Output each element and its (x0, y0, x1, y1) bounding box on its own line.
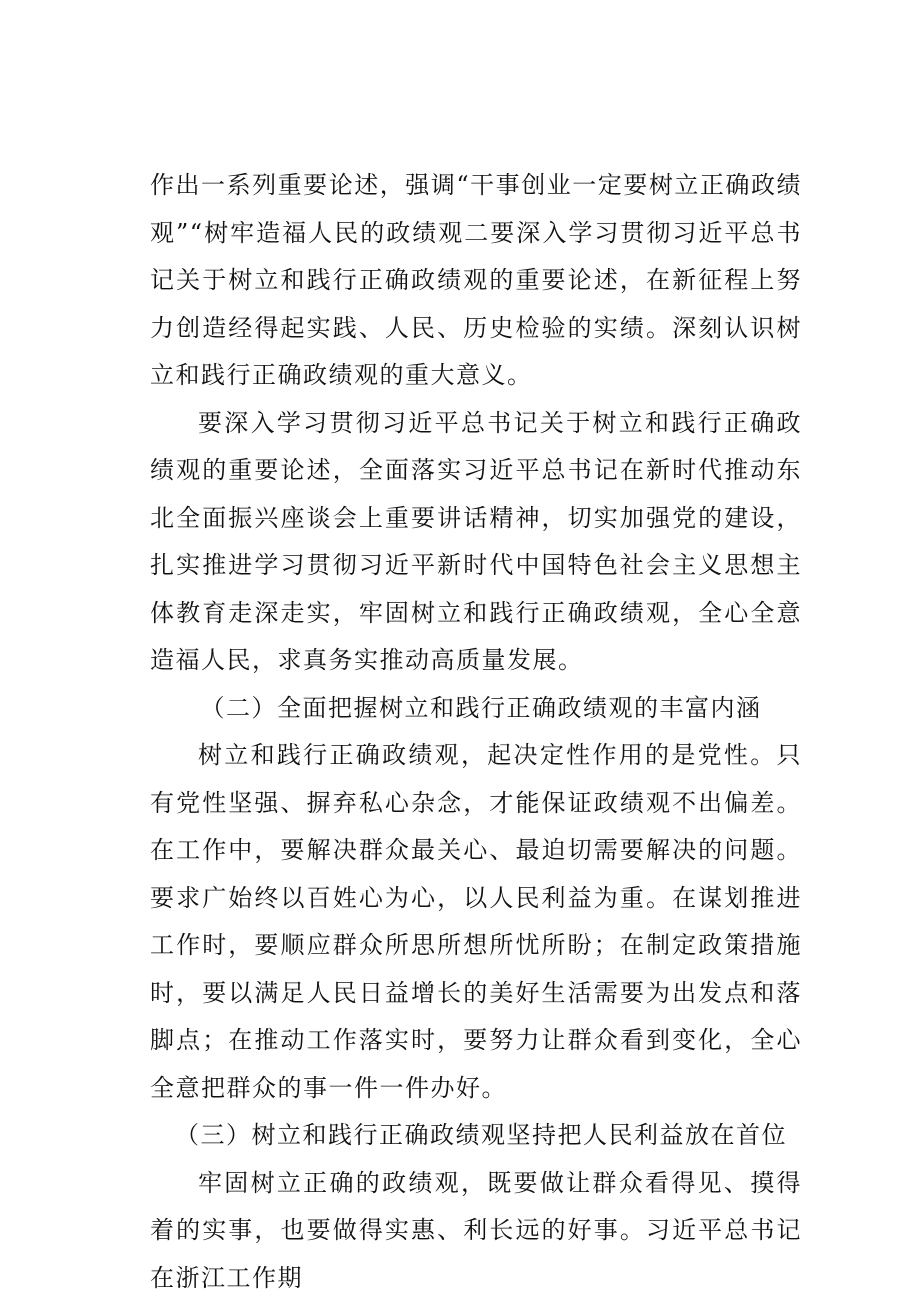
paragraph-party-spirit: 树立和践行正确政绩观，起决定性作用的是党性。只有党性坚强、摒弃私心杂念，才能保证政绩观不出偏差。在工作中，要解决群众最关心、最迫切需要解决的问题。要求广始终以百姓心为心，以人民利益为重。在谋划推进工作时，要顺应群众所思所想所忧所盼；在制定政策措施时，要以满足人民日益增长的美好生活需要为出发点和落脚点；在推动工作落实时，要努力让群众看到变化，全心全意把群众的事一件一件办好。 (150, 732, 802, 1112)
paragraph-people-interest: 牢固树立正确的政绩观，既要做让群众看得见、摸得着的实事，也要做得实惠、利长远的好事。习近平总书记在浙江工作期 (150, 1160, 802, 1302)
section-heading-2: （二）全面把握树立和践行正确政绩观的丰富内涵 (150, 685, 802, 733)
paragraph-continuation: 作出一系列重要论述，强调“干事创业一定要树立正确政绩观”“树牢造福人民的政绩观二要深入学习贯彻习近平总书记关于树立和践行正确政绩观的重要论述，在新征程上努力创造经得起实践、人民、历史检验的实绩。深刻认识树立和践行正确政绩观的重大意义。 (150, 162, 802, 400)
section-heading-3: （三）树立和践行正确政绩观坚持把人民利益放在首位 (150, 1112, 802, 1160)
document-body (150, 162, 802, 1302)
paragraph-study-importance: 要深入学习贯彻习近平总书记关于树立和践行正确政绩观的重要论述，全面落实习近平总书记在新时代推动东北全面振兴座谈会上重要讲话精神，切实加强党的建设，扎实推进学习贯彻习近平新时代中国特色社会主义思想主体教育走深走实，牢固树立和践行正确政绩观，全心全意造福人民，求真务实推动高质量发展。 (150, 400, 802, 685)
